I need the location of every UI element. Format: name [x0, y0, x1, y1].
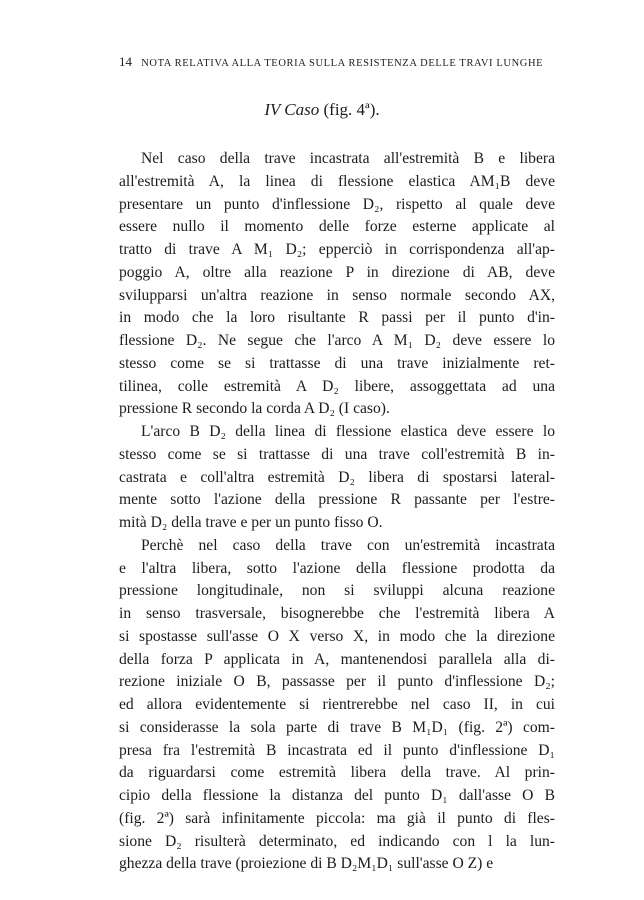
text-line: tilinea, colle estremità A D₂ libere, assoggettata ad una — [119, 377, 555, 395]
text-line: Nel caso della trave incastrata all'estremità B e libera — [141, 150, 555, 167]
text-line: svilupparsi un'altra reazione in senso normale secondo AX, — [119, 286, 555, 304]
page-number: 14 — [119, 54, 132, 69]
text-line: Perchè nel caso della trave con un'estremità incastrata — [141, 536, 555, 554]
text-line: da riguardarsi come estremità libera della trave. Al prin- — [119, 764, 555, 782]
text-line: della forza P applicata in A, mantenendosi parallela alla di- — [119, 650, 555, 668]
text-line: all'estremità A, la linea di flessione elastica AM₁B deve — [119, 172, 555, 190]
text-line: mità D₂ della trave e per un punto fisso O. — [119, 514, 383, 531]
text-line: essere nullo il momento delle forze esterne applicate al — [119, 218, 555, 236]
text-line: poggio A, oltre alla reazione P in direzione di AB, deve — [119, 263, 555, 281]
text-line: stesso come se si trattasse di una trave inizialmente ret- — [119, 354, 555, 372]
case-label: IV Caso — [264, 100, 320, 119]
text-line: si considerasse la sola parte di trave B M₁D₁ (fig. 2ª) com- — [119, 718, 555, 736]
text-line: in senso trasversale, bisognerebbe che l'estremità libera A — [119, 605, 555, 622]
text-line: sione D₂ risulterà determinato, ed indicando con l la lun- — [119, 832, 555, 850]
text-line: stesso come se si trattasse di una trave coll'estremità B in- — [119, 445, 555, 463]
text-line: mente sotto l'azione della pressione R passante per l'estre- — [119, 491, 555, 509]
text-line: tratto di trave A M₁ D₂; epperciò in corrispondenza all'ap- — [119, 241, 555, 258]
text-line: pressione R secondo la corda A D₂ (I caso). — [119, 400, 390, 418]
text-line: castrata e coll'altra estremità D₂ libera di spostarsi lateral- — [119, 468, 555, 486]
running-header — [119, 54, 543, 70]
text-line: (fig. 2ª) sarà infinitamente piccola: ma già il punto di fles- — [119, 809, 555, 827]
body-text — [119, 148, 555, 876]
text-line: cipio della flessione la distanza del punto D₁ dall'asse O B — [119, 787, 555, 804]
figure-reference: (fig. 4ª). — [323, 100, 380, 119]
text-line: ed allora evidentemente si rientrerebbe nel caso II, in cui — [119, 696, 555, 713]
paragraph — [119, 535, 555, 876]
running-title: NOTA RELATIVA ALLA TEORIA SULLA RESISTENZA DELLE TRAVI LUNGHE — [141, 58, 544, 69]
text-line: rezione iniziale O B, passasse per il punto d'inflessione D₂; — [119, 673, 555, 691]
text-line: in modo che la loro risultante R passi per il punto d'in- — [119, 309, 555, 327]
text-line: pressione longitudinale, non si sviluppi alcuna reazione — [119, 582, 555, 600]
text-line: si spostasse sull'asse O X verso X, in modo che la direzione — [119, 627, 555, 645]
text-line: flessione D₂. Ne segue che l'arco A M₁ D₂ deve essere lo — [119, 332, 555, 349]
paragraph — [119, 148, 555, 421]
paragraph — [119, 421, 555, 535]
text-line: presa fra l'estremità B incastrata ed il punto d'inflessione D₁ — [119, 741, 555, 759]
text-line: e l'altra libera, sotto l'azione della flessione prodotta da — [119, 559, 555, 577]
text-line: presentare un punto d'inflessione D₂, rispetto al quale deve — [119, 195, 555, 213]
text-line: ghezza della trave (proiezione di B D₂M₁D₁ sull'asse O Z) e — [119, 855, 494, 873]
text-line: L'arco B D₂ della linea di flessione elastica deve essere lo — [141, 423, 555, 440]
section-title — [0, 100, 644, 120]
